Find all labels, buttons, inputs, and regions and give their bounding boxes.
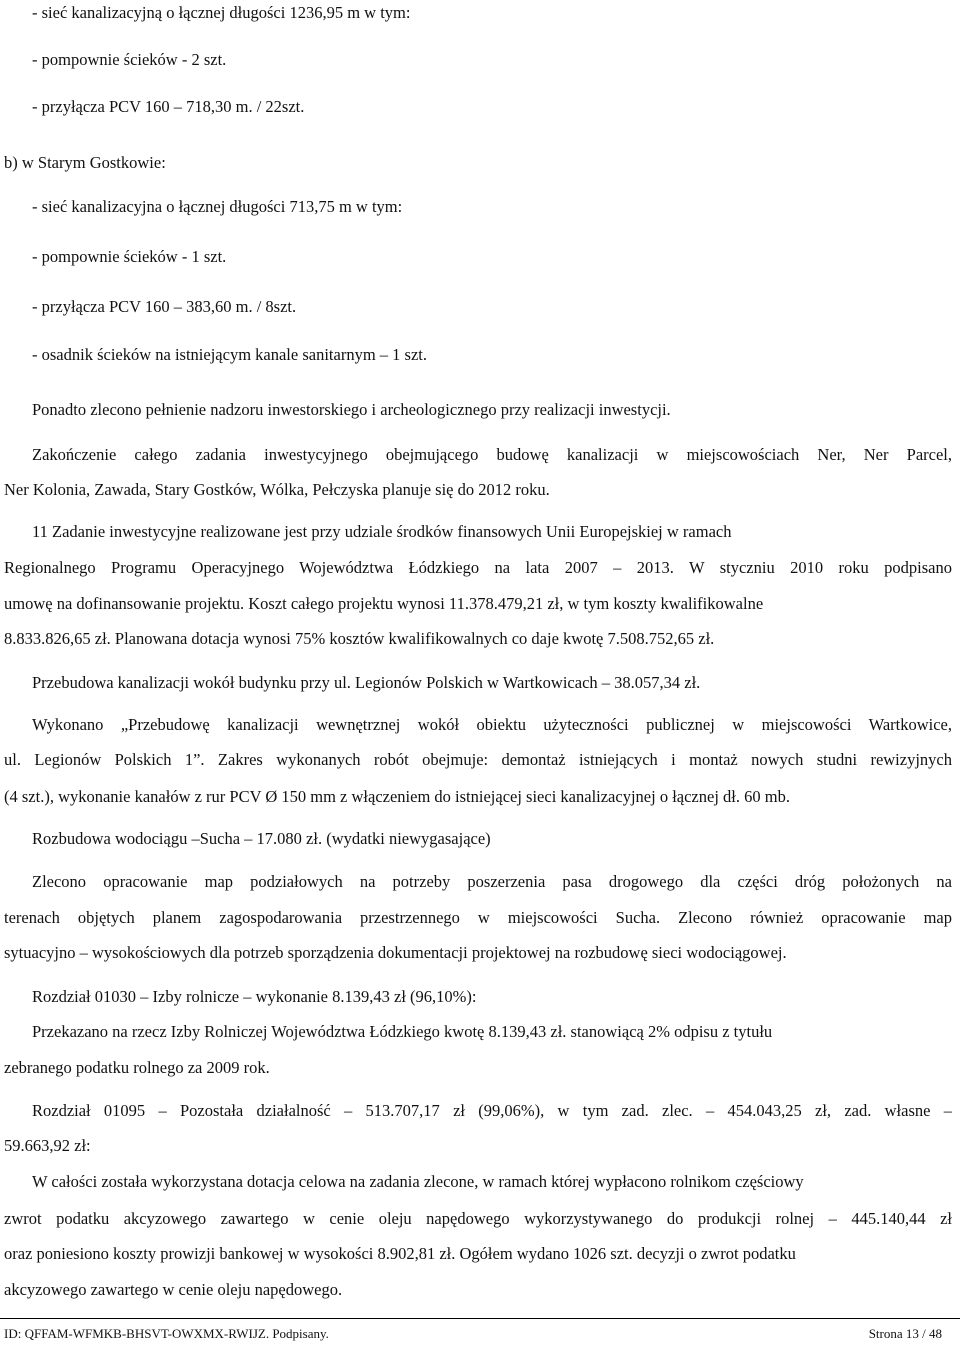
paragraph-line: (4 szt.), wykonanie kanałów z rur PCV Ø 150 mm z włączeniem do istniejącej sieci kanalizacyjnej o łącznej dł. 60 mb. bbox=[4, 787, 790, 806]
paragraph-line: ul. Legionów Polskich 1”. Zakres wykonanych robót obejmuje: demontaż istniejących i montaż nowych studni rewizyjnych bbox=[4, 750, 952, 769]
section-heading: b) w Starym Gostkowie: bbox=[4, 153, 166, 172]
paragraph-line: zebranego podatku rolnego za 2009 rok. bbox=[4, 1058, 270, 1077]
paragraph-line: 59.663,92 zł: bbox=[4, 1136, 91, 1155]
list-item: - przyłącza PCV 160 – 383,60 m. / 8szt. bbox=[32, 297, 297, 316]
paragraph-line: Wykonano „Przebudowę kanalizacji wewnętrznej wokół obiektu użyteczności publicznej w miejscowości Wartkowice, bbox=[32, 715, 952, 734]
paragraph-line: terenach objętych planem zagospodarowania przestrzennego w miejscowości Sucha. Zlecono również opracowanie map bbox=[4, 908, 952, 927]
paragraph-line: Ner Kolonia, Zawada, Stary Gostków, Wólka, Pełczyska planuje się do 2012 roku. bbox=[4, 480, 550, 499]
paragraph-line: 8.833.826,65 zł. Planowana dotacja wynosi 75% kosztów kwalifikowalnych co daje kwotę 7.508.752,65 zł. bbox=[4, 629, 715, 648]
list-item: - pompownie ścieków - 2 szt. bbox=[32, 50, 227, 69]
list-item: - sieć kanalizacyjną o łącznej długości 1236,95 m w tym: bbox=[32, 3, 411, 22]
paragraph-line: akcyzowego zawartego w cenie oleju napędowego. bbox=[4, 1280, 343, 1299]
list-item: - osadnik ścieków na istniejącym kanale sanitarnym – 1 szt. bbox=[32, 345, 427, 364]
paragraph-line: W całości została wykorzystana dotacja celowa na zadania zlecone, w ramach której wypłacono rolnikom częściowy bbox=[32, 1172, 804, 1191]
paragraph-line: Zlecono opracowanie map podziałowych na potrzeby poszerzenia pasa drogowego dla części dróg położonych na bbox=[32, 872, 952, 891]
paragraph-line: Zakończenie całego zadania inwestycyjnego obejmującego budowę kanalizacji w miejscowościach Ner, Ner Parcel, bbox=[32, 445, 952, 464]
list-item: - pompownie ścieków - 1 szt. bbox=[32, 247, 227, 266]
list-item: - sieć kanalizacyjna o łącznej długości 713,75 m w tym: bbox=[32, 197, 403, 216]
paragraph-line: Rozdział 01030 – Izby rolnicze – wykonanie 8.139,43 zł (96,10%): bbox=[32, 987, 477, 1006]
paragraph-line: Przekazano na rzecz Izby Rolniczej Województwa Łódzkiego kwotę 8.139,43 zł. stanowiącą 2% odpisu z tytułu bbox=[32, 1022, 773, 1041]
paragraph-line: oraz poniesiono koszty prowizji bankowej w wysokości 8.902,81 zł. Ogółem wydano 1026 szt. decyzji o zwrot podatku bbox=[4, 1244, 796, 1263]
paragraph-line: Rozbudowa wodociągu –Sucha – 17.080 zł. (wydatki niewygasające) bbox=[32, 829, 491, 848]
paragraph-line: Przebudowa kanalizacji wokół budynku przy ul. Legionów Polskich w Wartkowicach – 38.057,34 zł. bbox=[32, 673, 701, 692]
paragraph-line: 11 Zadanie inwestycyjne realizowane jest przy udziale środków finansowych Unii Europejskiej w ramach bbox=[32, 522, 732, 541]
paragraph-line: Ponadto zlecono pełnienie nadzoru inwestorskiego i archeologicznego przy realizacji inwestycji. bbox=[32, 400, 671, 419]
footer-document-id: ID: QFFAM-WFMKB-BHSVT-OWXMX-RWIJZ. Podpisany. bbox=[4, 1326, 329, 1341]
list-item: - przyłącza PCV 160 – 718,30 m. / 22szt. bbox=[32, 97, 305, 116]
footer-divider bbox=[0, 1318, 960, 1319]
paragraph-line: umowę na dofinansowanie projektu. Koszt całego projektu wynosi 11.378.479,21 zł, w tym koszty kwalifikowalne bbox=[4, 594, 764, 613]
paragraph-line: Rozdział 01095 – Pozostała działalność – 513.707,17 zł (99,06%), w tym zad. zlec. – 454.043,25 zł, zad. własne – bbox=[32, 1101, 952, 1120]
footer-page-number: Strona 13 / 48 bbox=[868, 1326, 942, 1341]
paragraph-line: zwrot podatku akcyzowego zawartego w cenie oleju napędowego wykorzystywanego do produkcji rolnej – 445.140,44 zł bbox=[4, 1209, 952, 1228]
paragraph-line: sytuacyjno – wysokościowych dla potrzeb sporządzenia dokumentacji projektowej na rozbudowę sieci wodociągowej. bbox=[4, 943, 787, 962]
paragraph-line: Regionalnego Programu Operacyjnego Województwa Łódzkiego na lata 2007 – 2013. W styczniu 2010 roku podpisano bbox=[4, 558, 952, 577]
